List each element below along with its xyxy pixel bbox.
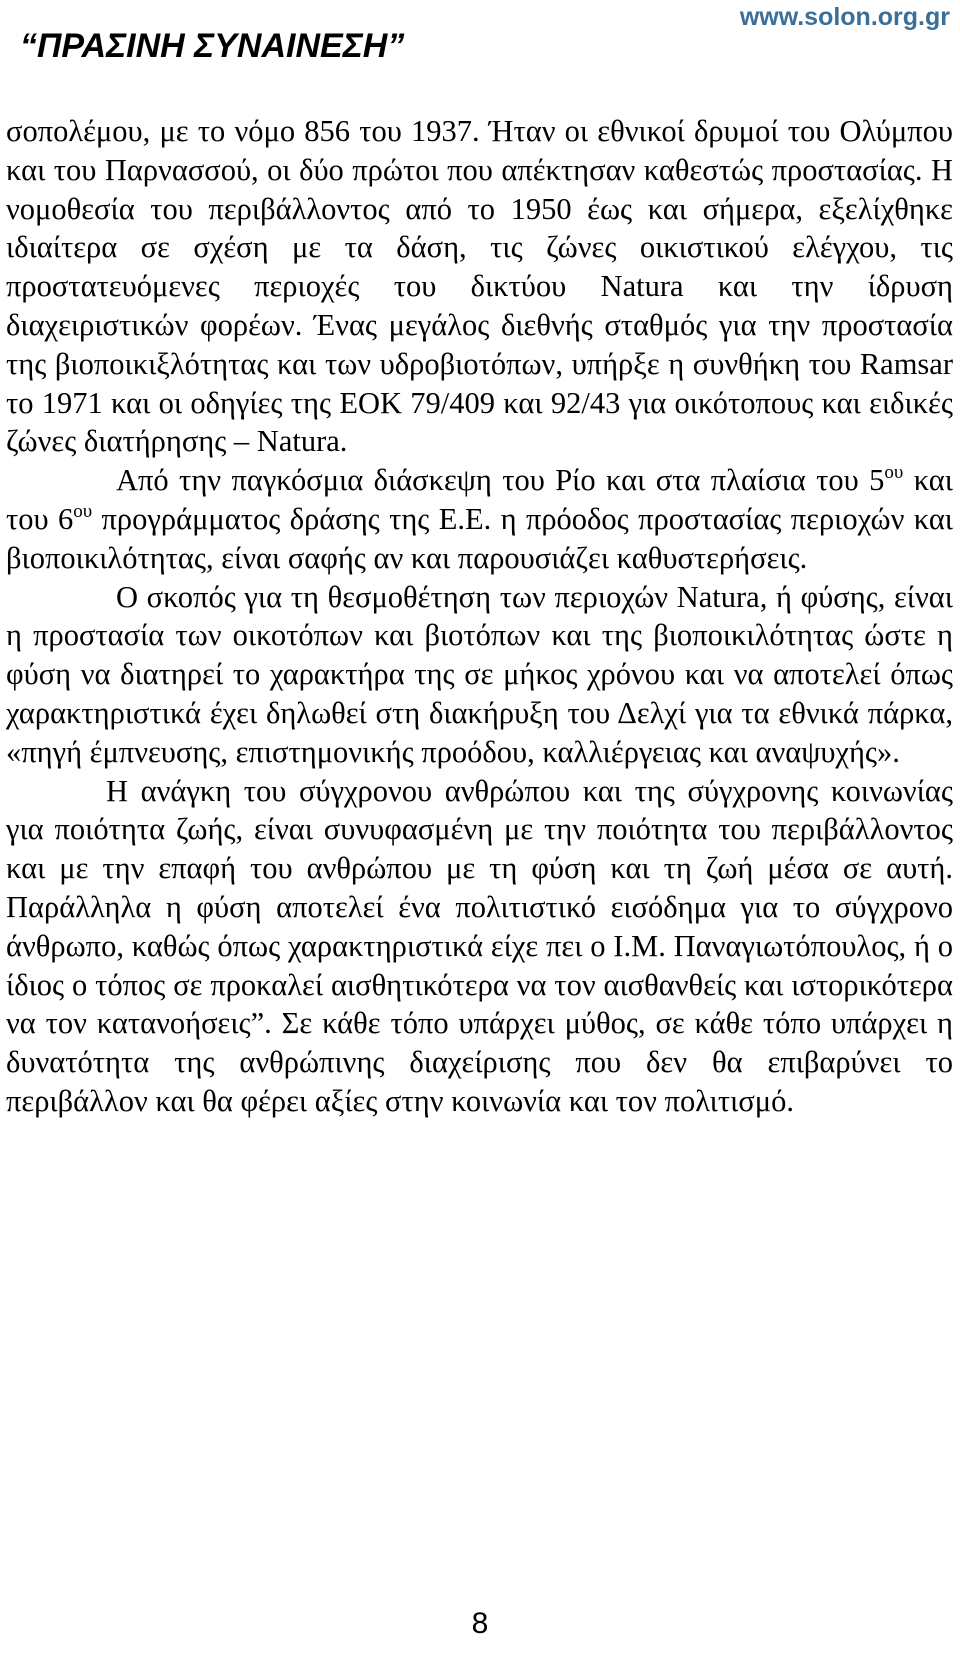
paragraph-2-part-3: προγράμματος δράσης της Ε.Ε. η πρόοδος προστασίας περιοχών και βιοποικιλότητας, είναι σαφής αν και παρουσιάζει καθυστερήσεις. [6,501,954,575]
body-text [6,112,953,1121]
ordinal-superscript-2: ου [73,500,93,522]
paragraph-2 [6,461,953,577]
header-url-link[interactable]: www.solon.org.gr [739,3,950,31]
paragraph-2-part-2: και του 6 [6,463,953,536]
paragraph-1: σοπολέμου, με το νόμο 856 του 1937. Ήταν οι εθνικοί δρυμοί του Ολύμπου και του Παρνασσού, οι δύο πρώτοι που απέκτησαν καθεστώς προστασίας. Η νομοθεσία του περιβάλλοντος από το 1950 έως και σήμερα, εξελίχθηκε ιδιαίτερα σε σχέση με τα δάση, τις ζώνες οικιστικού ελέγχου, τις προστατευόμενες περιοχές του δικτύου Natura και την ίδρυση διαχειριστικών φορέων. Ένας μεγάλος διεθνής σταθμός για την προστασία της βιοποικιξλότητας και των υδροβιοτόπων, υπήρξε η συνθήκη του Ramsar το 1971 και οι οδηγίες της ΕΟΚ 79/409 και 92/43 για οικότοπους και ειδικές ζώνες διατήρησης – Natura. [6,114,953,459]
page-number: 8 [471,1607,489,1640]
paragraph-3: Ο σκοπός για τη θεσμοθέτηση των περιοχών Natura, ή φύσης, είναι η προστασία των οικοτόπων και βιοτόπων και της βιοποικιλότητας ώστε η φύση να διατηρεί το χαρακτήρα της σε μήκος χρόνου και να αποτελεί όπως χαρακτηριστικά έχει δηλωθεί στη διακήρυξη του Δελχί για τα εθνικά πάρκα, «πηγή έμπνευσης, επιστημονικής προόδου, καλλιέργειας και αναψυχής». [6,579,953,769]
header-title: “ΠΡΑΣΙΝΗ ΣΥΝΑΙΝΕΣΗ” [20,27,405,65]
paragraph-4: Η ανάγκη του σύγχρονου ανθρώπου και της σύγχρονης κοινωνίας για ποιότητα ζωής, είναι συνυφασμένη με την ποιότητα του περιβάλλοντος και με την επαφή του ανθρώπου με τη φύση και τη ζωή μέσα σε αυτή. Παράλληλα η φύση αποτελεί ένα πολιτιστικό εισόδημα για το σύγχρονο άνθρωπο, καθώς όπως χαρακτηριστικά είχε πει ο Ι.Μ. Παναγιωτόπουλος, ή ο ίδιος ο τόπος σε προκαλεί αισθητικότερα να τον αισθανθείς και ιστορικότερα να τον κατανοήσεις”. Σε κάθε τόπο υπάρχει μύθος, σε κάθε τόπο υπάρχει η δυνατότητα της ανθρώπινης διαχείρισης που δεν θα επιβαρύνει το περιβάλλον και θα φέρει αξίες στην κοινωνία και τον πολιτισμό. [6,773,953,1118]
paragraph-2-part-1: Από την παγκόσμια διάσκεψη του Ρίο και στα πλαίσια του 5 [116,463,885,498]
ordinal-superscript-1: ου [884,462,904,484]
